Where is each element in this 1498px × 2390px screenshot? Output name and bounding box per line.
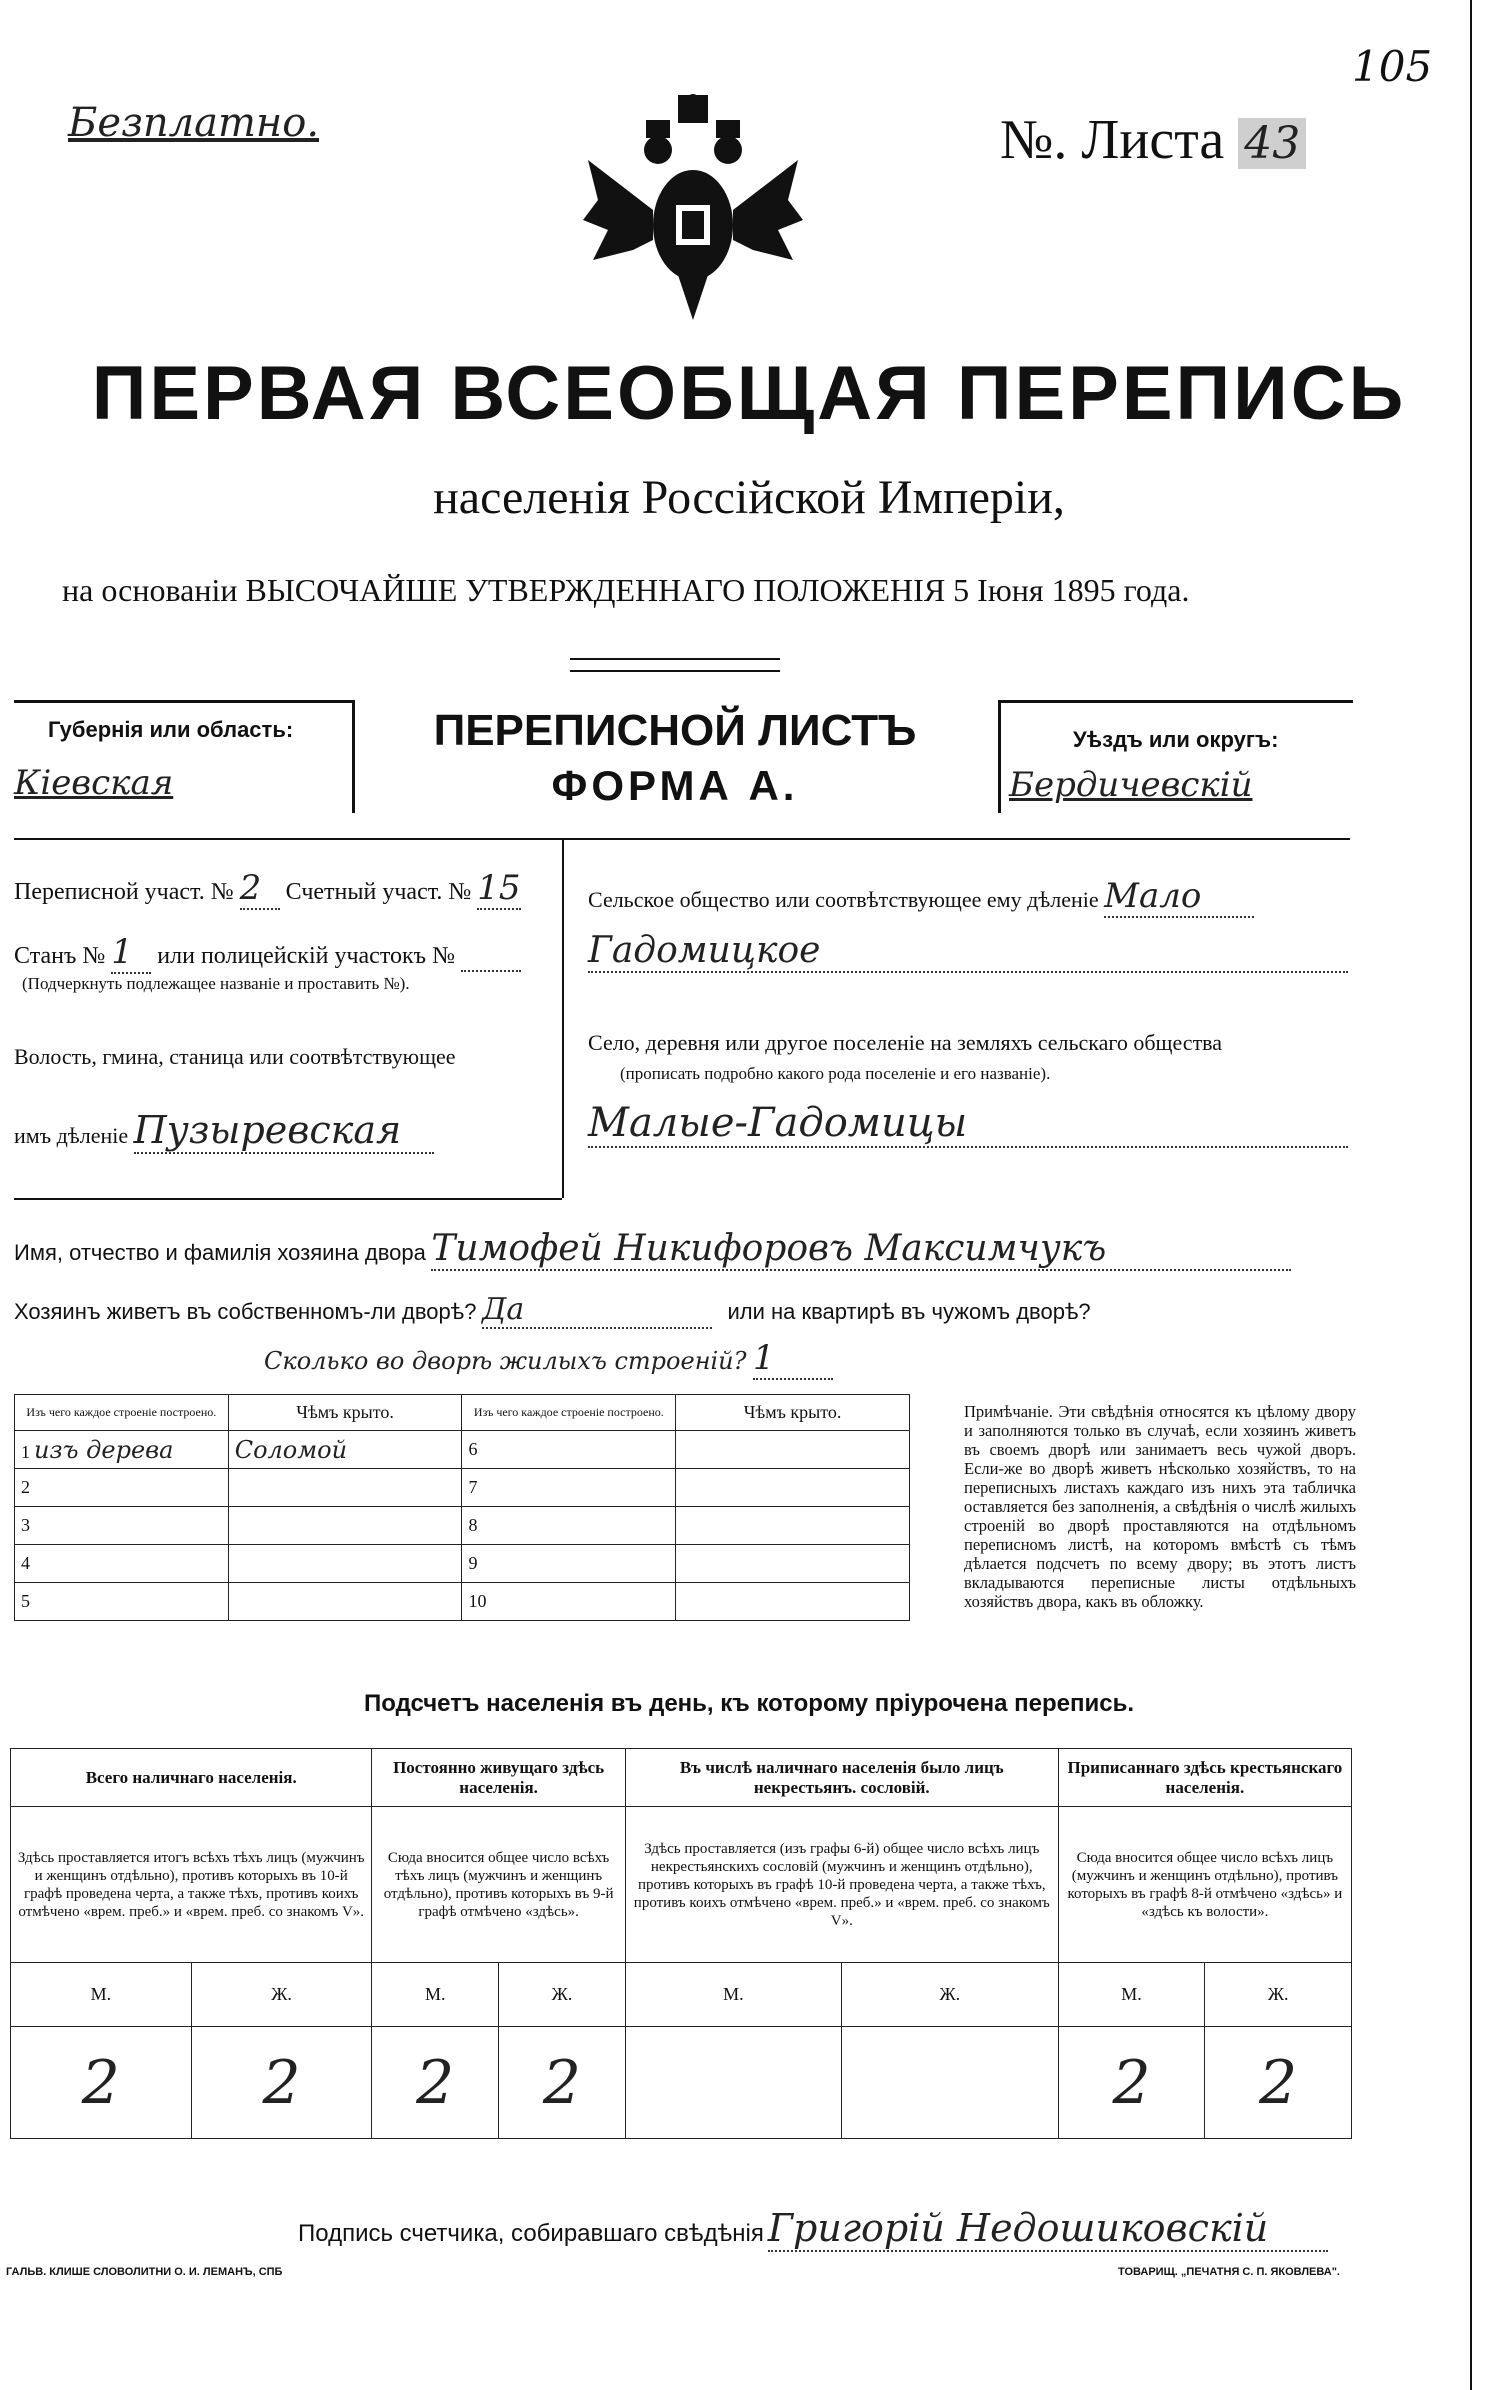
buildings-table	[14, 1394, 910, 1621]
society-label: Сельское общество или соотвѣтствующее ему дѣленіе	[588, 887, 1099, 912]
count-title: Подсчетъ населенія въ день, къ которому пріурочена перепись.	[364, 1690, 1134, 1717]
sheet-number: 43	[1238, 118, 1306, 169]
own-yard-label: Хозяинъ живетъ въ собственномъ-ли дворѣ?	[14, 1299, 477, 1324]
uezd-label: Уѣздъ или округъ:	[1073, 727, 1279, 752]
scan-edge	[1470, 0, 1472, 2390]
count-value: 2	[372, 2027, 499, 2139]
row-cell: 10	[462, 1583, 676, 1621]
uezd-value: Бердичевскій	[1009, 765, 1253, 805]
count-value: 2	[1205, 2027, 1352, 2139]
signature-line	[298, 2206, 1328, 2252]
delenie-label: имъ дѣленіе	[14, 1123, 129, 1148]
police-label: или полицейскій участокъ №	[157, 943, 455, 969]
form-letter: ФОРМА А.	[551, 762, 799, 809]
count-col-3-desc: Здѣсь проставляется (изъ графы 6-й) общее число всѣхъ лицъ некрестьянскихъ сословій (мужчинъ и женщинъ отдѣльно), противъ которыхъ въ графѣ 10-й проведена черта, а также тѣхъ, противъ коихъ отмѣчено «врем. преб.» и «врем. преб. со знакомъ V».	[625, 1807, 1058, 1963]
row-cell: 9	[462, 1545, 676, 1583]
perepisnoy-label: Переписной участ. №	[14, 879, 234, 905]
zh-label: Ж.	[499, 1963, 626, 2027]
count-col-4-desc: Сюда вносится общее число всѣхъ лицъ (мужчинъ и женщинъ отдѣльно), противъ которыхъ въ графѣ 8-й отмѣчено «здѣсь» и «здѣсь къ волости».	[1058, 1807, 1351, 1963]
signature-value: Григорій Недошиковскій	[768, 2206, 1328, 2252]
free-label: Безплатно.	[68, 100, 320, 146]
row-cell: 1 изъ дерева	[15, 1431, 229, 1469]
row-cell: 5	[15, 1583, 229, 1621]
m-label: М.	[11, 1963, 192, 2027]
row-cell	[676, 1431, 910, 1469]
society-line	[588, 876, 1254, 918]
stan-line	[14, 932, 521, 974]
zh-label: Ж.	[1205, 1963, 1352, 2027]
uezd-box	[998, 700, 1353, 813]
owner-name-line	[14, 1228, 1291, 1271]
row-cell: 4	[15, 1545, 229, 1583]
col-material-header-2: Изъ чего каждое строеніе построено.	[462, 1395, 676, 1431]
zh-label: Ж.	[191, 1963, 372, 2027]
footer-right: ТОВАРИЩ. „ПЕЧАТНЯ С. П. ЯКОВЛЕВА".	[1118, 2266, 1340, 2278]
sheet-number-block	[1000, 108, 1306, 172]
table-row	[15, 1431, 910, 1469]
village-note: (прописать подробно какого рода поселеніе и его названіе).	[620, 1064, 1051, 1083]
guberniya-value: Кіевская	[14, 763, 174, 803]
page-number: 105	[1352, 42, 1433, 91]
basis-line: на основаніи ВЫСОЧАЙШЕ УТВЕРЖДЕННАГО ПОЛОЖЕНІЯ 5 Іюня 1895 года.	[62, 572, 1190, 608]
count-table	[10, 1748, 1352, 2139]
count-value	[841, 2027, 1058, 2139]
footer-left: ГАЛЬВ. КЛИШЕ СЛОВОЛИТНИ О. И. ЛЕМАНЪ, СПБ	[6, 2266, 283, 2278]
owner-name-value: Тимофей Никифоровъ Максимчукъ	[431, 1228, 1291, 1271]
perepisnoy-line	[14, 868, 521, 910]
rent-label: или на квартирѣ въ чужомъ дворѣ?	[727, 1299, 1091, 1324]
volost-value: Пузыревская	[134, 1108, 434, 1154]
row-cell	[676, 1545, 910, 1583]
left-note: (Подчеркнуть подлежащее названіе и проставить №).	[22, 974, 410, 993]
m-label: М.	[1058, 1963, 1205, 2027]
row-cell: 2	[15, 1469, 229, 1507]
count-col-2-head: Постоянно живущаго здѣсь населенія.	[372, 1749, 625, 1807]
col-roof-header: Чѣмъ крыто.	[228, 1395, 462, 1431]
row-cell: 6	[462, 1431, 676, 1469]
row-cell	[676, 1469, 910, 1507]
table-row	[15, 1545, 910, 1583]
section-mid-divider	[562, 838, 564, 1198]
count-value: 2	[1058, 2027, 1205, 2139]
guberniya-label: Губернія или область:	[48, 717, 294, 742]
village-value: Малые-Гадомицы	[588, 1100, 1348, 1148]
guberniya-box	[14, 700, 355, 813]
section-bottom-border	[14, 1198, 562, 1200]
village-label: Село, деревня или другое поселеніе на земляхъ сельскаго общества	[588, 1030, 1223, 1055]
buildings-value: 1	[753, 1338, 833, 1380]
count-col-1-head: Всего наличнаго населенія.	[11, 1749, 372, 1807]
col-material-header: Изъ чего каждое строеніе построено.	[15, 1395, 229, 1431]
count-col-4-head: Приписаннаго здѣсь крестьянскаго населенія.	[1058, 1749, 1351, 1807]
row-cell	[228, 1583, 462, 1621]
subtitle: населенія Россійской Имперіи,	[433, 471, 1065, 524]
row-cell	[676, 1583, 910, 1621]
schetny-value: 15	[477, 868, 521, 908]
sheet-label: №. Листа	[1000, 109, 1225, 171]
col-roof-header-2: Чѣмъ крыто.	[676, 1395, 910, 1431]
stan-value: 1	[111, 932, 151, 974]
ornament-divider	[570, 658, 780, 672]
count-col-3-head: Въ числѣ наличнаго населенія было лицъ некрестьянъ. сословій.	[625, 1749, 1058, 1807]
row-cell: 7	[462, 1469, 676, 1507]
count-value: 2	[499, 2027, 626, 2139]
row-cell	[676, 1507, 910, 1545]
count-col-2-desc: Сюда вносится общее число всѣхъ тѣхъ лицъ (мужчинъ и женщинъ отдѣльно), противъ которыхъ въ 9-й графѣ отмѣчено «здѣсь».	[372, 1807, 625, 1963]
delenie-line	[14, 1108, 434, 1154]
imperial-eagle-emblem	[578, 90, 808, 330]
signature-label: Подпись счетчика, собиравшаго свѣдѣнія	[298, 2220, 764, 2247]
row-cell: 3	[15, 1507, 229, 1545]
count-value: 2	[11, 2027, 192, 2139]
row-cell	[228, 1507, 462, 1545]
section-top-border	[14, 838, 1350, 840]
schetny-label: Счетный участ. №	[285, 879, 472, 905]
count-col-1-desc: Здѣсь проставляется итогъ всѣхъ тѣхъ лицъ (мужчинъ и женщинъ отдѣльно), противъ которыхъ въ 10-й графѣ проведена черта, а также тѣхъ, противъ коихъ отмѣчено «врем. преб.» и «врем. преб. со знакомъ V».	[11, 1807, 372, 1963]
table-row	[15, 1583, 910, 1621]
own-yard-line	[14, 1292, 1091, 1329]
row-cell: Соломой	[228, 1431, 462, 1469]
row-cell	[228, 1545, 462, 1583]
main-title: ПЕРВАЯ ВСЕОБЩАЯ ПЕРЕПИСЬ	[91, 351, 1407, 436]
buildings-label: Сколько во дворѣ жилыхъ строеній?	[264, 1347, 747, 1375]
buildings-line	[264, 1338, 833, 1380]
remark-text: Примѣчаніе. Эти свѣдѣнія относятся къ цѣлому двору и заполняются только въ случаѣ, если хозяинъ живетъ въ своемъ дворѣ или занимаетъ весь чужой дворъ. Если-же во дворѣ живетъ нѣсколько хозяйствъ, то на переписныхъ листахъ каждаго изъ нихъ эта табличка оставляется без заполненія, а свѣдѣнія о числѣ жилыхъ строеній во дворѣ проставляются на отдѣльномъ переписномъ листѣ, на которомъ вмѣстѣ съ тѣмъ дѣлается подсчетъ по всему двору; въ этотъ листъ вкладываются переписные листы отдѣльныхъ хозяйствъ двора, какъ въ обложку.	[964, 1402, 1356, 1611]
table-row	[15, 1507, 910, 1545]
count-value	[625, 2027, 841, 2139]
volost-label: Волость, гмина, станица или соотвѣтствующее	[14, 1044, 456, 1069]
owner-name-label: Имя, отчество и фамилія хозяина двора	[14, 1240, 426, 1265]
row-cell	[228, 1469, 462, 1507]
zh-label: Ж.	[841, 1963, 1058, 2027]
society-value-1: Мало	[1104, 876, 1254, 918]
table-row	[15, 1469, 910, 1507]
stan-label: Станъ №	[14, 943, 106, 969]
society-value-2: Гадомицкое	[588, 930, 1348, 973]
m-label: М.	[372, 1963, 499, 2027]
own-yard-value: Да	[482, 1292, 712, 1329]
row-cell: 8	[462, 1507, 676, 1545]
perepisnoy-value: 2	[240, 868, 280, 910]
m-label: М.	[625, 1963, 841, 2027]
list-title: ПЕРЕПИСНОЙ ЛИСТЪ	[433, 706, 917, 755]
count-value: 2	[191, 2027, 372, 2139]
police-value	[461, 943, 521, 972]
